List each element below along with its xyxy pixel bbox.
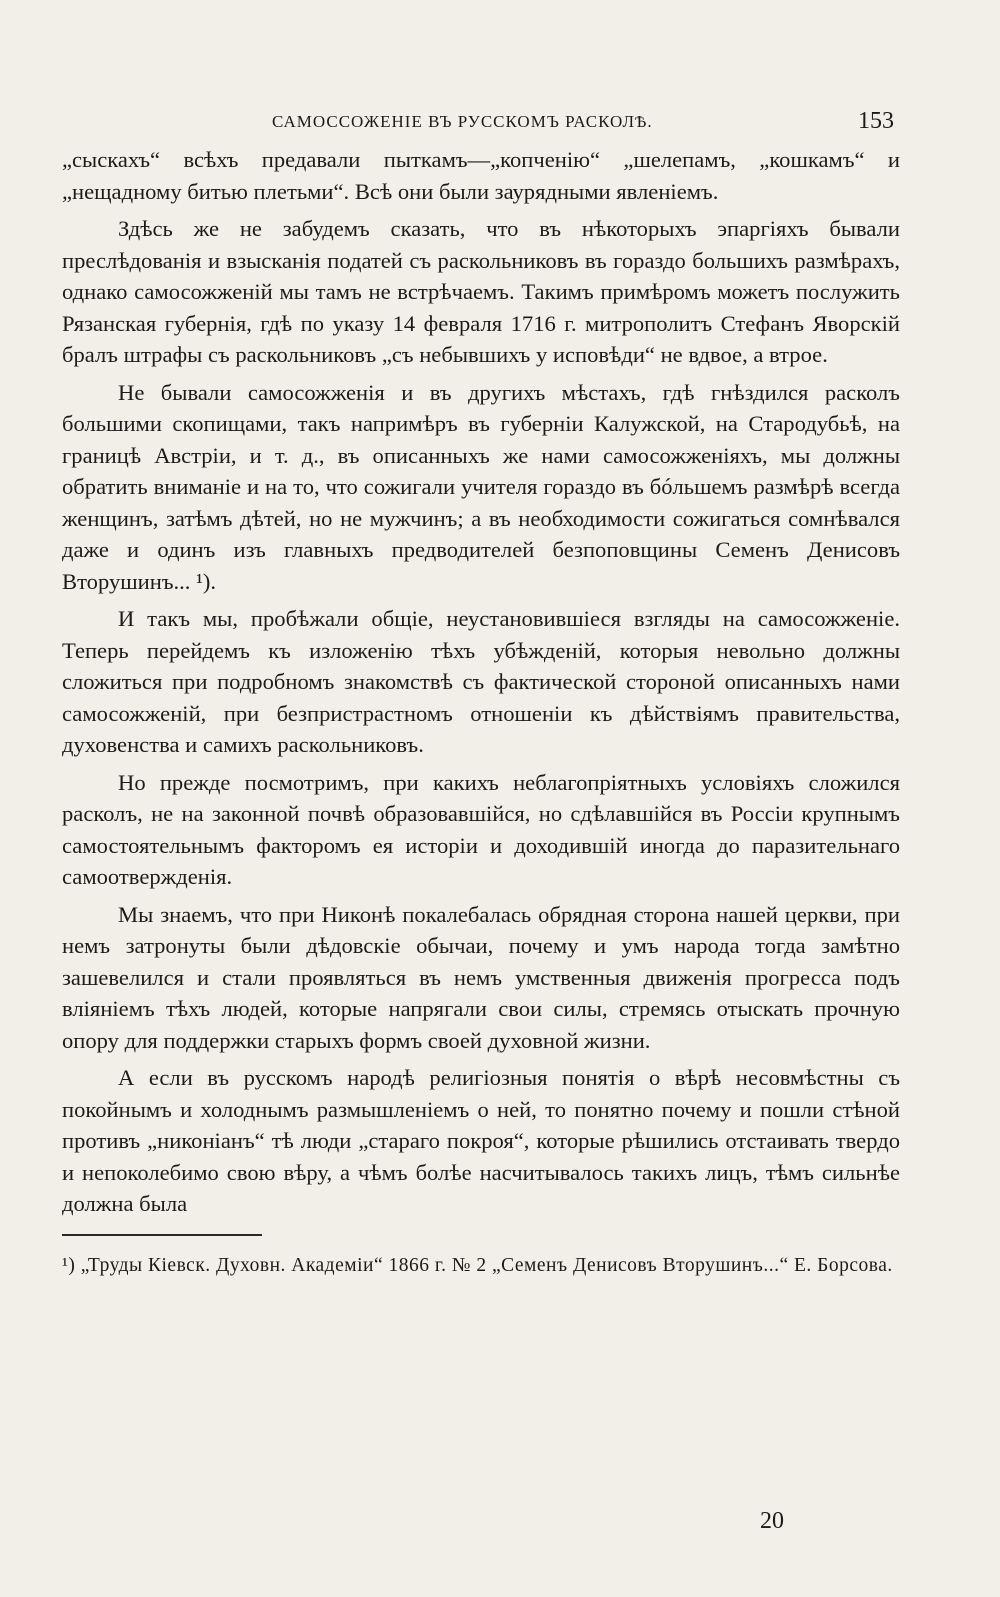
paragraph-1: „сыскахъ“ всѣхъ предавали пыткамъ—„копченію“ „шелепамъ, „кошкамъ“ и „нещадному битью плетьми“. Всѣ они были заурядными явленіемъ.	[62, 147, 900, 204]
page-number: 153	[858, 108, 894, 134]
body-text	[62, 144, 900, 1220]
book-page	[62, 92, 900, 1572]
running-title: САМОССОЖЕНІЕ ВЪ РУССКОМЪ РАСКОЛѢ.	[272, 112, 653, 131]
signature-mark: 20	[760, 1508, 784, 1534]
running-head	[62, 92, 900, 132]
paragraph-3: Не бывали самосожженія и въ другихъ мѣстахъ, гдѣ гнѣздился расколъ большими скопищами, такъ напримѣръ въ губерніи Калужской, на Стародубьѣ, на границѣ Австріи, и т. д., въ описанныхъ же нами самосожженіяхъ, мы должны обратить вниманіе и на то, что сожигали учителя гораздо въ бóльшемъ размѣрѣ всегда женщинъ, затѣмъ дѣтей, но не мужчинъ; а въ необходимости сожигаться сомнѣвался даже и одинъ изъ главныхъ предводителей безпоповщины Семенъ Денисовъ Вторушинъ... ¹).	[62, 379, 900, 594]
footnote-divider	[62, 1234, 262, 1236]
paragraph-5: Но прежде посмотримъ, при какихъ неблагопріятныхъ условіяхъ сложился расколъ, не на законной почвѣ образовавшійся, но сдѣлавшійся въ Россіи крупнымъ самостоятельнымъ факторомъ ея исторіи и доходившій иногда до паразительнаго самоотвержденія.	[62, 769, 900, 889]
paragraph-6: Мы знаемъ, что при Никонѣ покалебалась обрядная сторона нашей церкви, при немъ затронуты были дѣдовскіе обычаи, почему и умъ народа тогда замѣтно зашевелился и стали проявляться въ немъ умственныя движенія прогресса подъ вліяніемъ тѣхъ людей, которые напрягали свои силы, стремясь отыскать прочную опору для поддержки старыхъ формъ своей духовной жизни.	[62, 901, 900, 1053]
paragraph-2: Здѣсь же не забудемъ сказать, что въ нѣкоторыхъ эпаргіяхъ бывали преслѣдованія и взысканія податей съ раскольниковъ въ гораздо большихъ размѣрахъ, однако самосожженій мы тамъ не встрѣчаемъ. Такимъ примѣромъ можетъ послужить Рязанская губернія, гдѣ по указу 14 февраля 1716 г. митрополитъ Стефанъ Яворскій бралъ штрафы съ раскольниковъ „съ небывшихъ у исповѣди“ не вдвое, а втрое.	[62, 216, 900, 367]
paragraph-4: И такъ мы, пробѣжали общіе, неустановившіеся взгляды на самосожженіе. Теперь перейдемъ къ изложенію тѣхъ убѣжденій, которыя невольно должны сложиться при подробномъ знакомствѣ съ фактической стороной описанныхъ нами самосожженій, при безпристрастномъ отношеніи къ дѣйствіямъ правительства, духовенства и самихъ раскольниковъ.	[62, 606, 900, 757]
paragraph-7: А если въ русскомъ народѣ религіозныя понятія о вѣрѣ несовмѣстны съ покойнымъ и холоднымъ размышленіемъ о ней, то понятно почему и пошли стѣной противъ „никоніанъ“ тѣ люди „стараго покроя“, которые рѣшились отстаивать твердо и непоколебимо свою вѣру, а чѣмъ болѣе насчитывалось такихъ лицъ, тѣмъ сильнѣе должна была	[62, 1065, 900, 1216]
footnote: ¹) „Труды Кіевск. Духовн. Академіи“ 1866 г. № 2 „Семенъ Денисовъ Вторушинъ...“ Е. Борсова.	[62, 1254, 893, 1276]
